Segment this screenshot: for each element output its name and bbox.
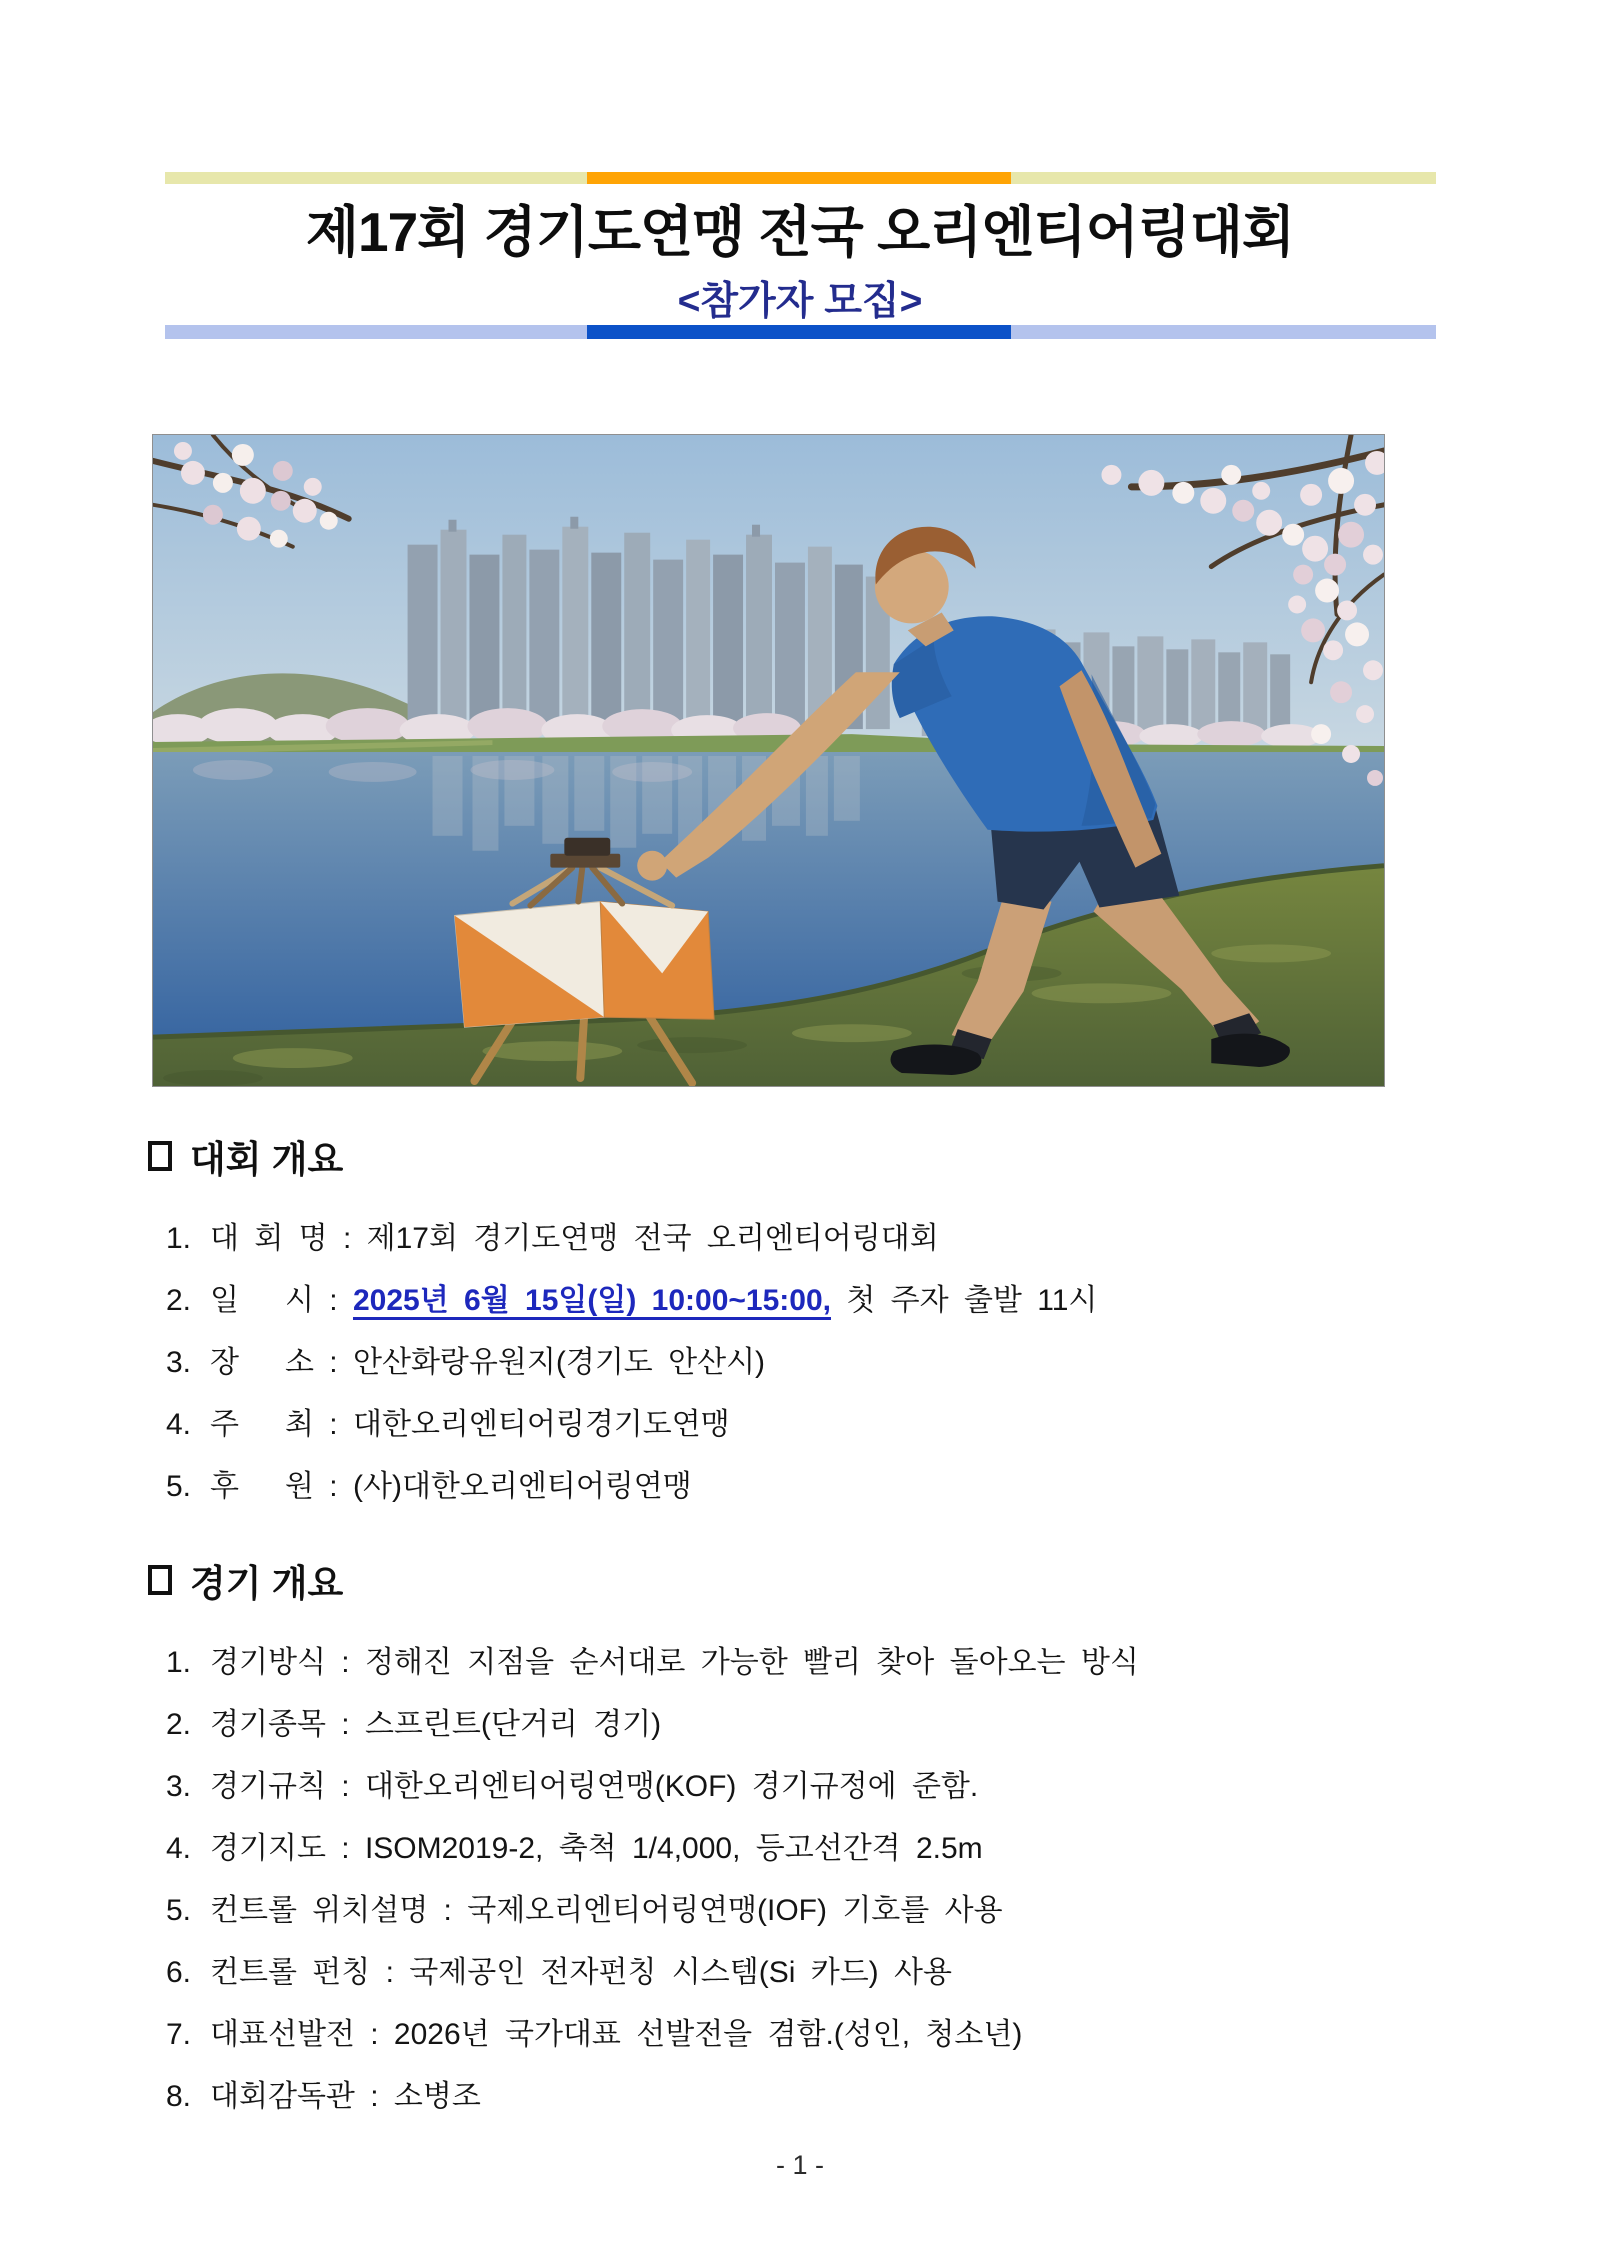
list-item: [0, 1880, 1600, 1942]
header-top-bar-accent: [587, 172, 1011, 184]
item-label: 경기방식: [210, 1646, 326, 1679]
hero-image: [152, 434, 1385, 1087]
section-heading: [0, 1132, 1600, 1180]
list-item: [0, 1270, 1600, 1332]
header-divider-bar-accent: [587, 325, 1011, 339]
list-item: [0, 2004, 1600, 2066]
item-colon: :: [325, 1832, 365, 1865]
list-item: [0, 2066, 1600, 2128]
item-number: 4.: [166, 1832, 192, 1865]
list-item: [0, 1456, 1600, 1518]
item-colon: :: [354, 2018, 394, 2051]
item-number: 1.: [166, 1222, 192, 1255]
list-item: [0, 1332, 1600, 1394]
item-number: 3.: [166, 1346, 192, 1379]
item-colon: :: [325, 1708, 365, 1741]
list-item: [0, 1394, 1600, 1456]
item-colon: :: [313, 1470, 353, 1503]
item-label: 컨트롤 펀칭: [210, 1956, 371, 1989]
item-number: 2.: [166, 1708, 192, 1741]
item-colon: :: [313, 1346, 353, 1379]
section-heading-label: 경기 개요: [190, 1563, 344, 1604]
section-heading: [0, 1556, 1600, 1604]
section-item-list: [0, 1632, 1600, 2128]
item-number: 8.: [166, 2080, 192, 2113]
list-item: [0, 1208, 1600, 1270]
item-number: 6.: [166, 1956, 192, 1989]
item-text: 국제공인 전자펀칭 시스템(Si 카드) 사용: [409, 1956, 952, 1989]
item-colon: :: [428, 1894, 468, 1927]
item-number: 2.: [166, 1284, 192, 1317]
item-colon: :: [313, 1284, 353, 1317]
item-label: 컨트롤 위치설명: [210, 1894, 429, 1927]
section-event-overview: [0, 1132, 1600, 1518]
page-number: - 1 -: [775, 2150, 824, 2180]
item-colon: :: [313, 1408, 353, 1441]
item-label: 후 원: [210, 1470, 314, 1503]
section-bullet-icon: [148, 1141, 172, 1171]
item-label: 일 시: [210, 1284, 314, 1317]
item-text: (사)대한오리엔티어링연맹: [352, 1470, 692, 1503]
item-number: 1.: [166, 1646, 192, 1679]
item-label: 경기지도: [210, 1832, 326, 1865]
section-bullet-icon: [148, 1565, 172, 1595]
list-item: [0, 1694, 1600, 1756]
item-text: 대한오리엔티어링경기도연맹: [352, 1408, 730, 1441]
item-number: 4.: [166, 1408, 192, 1441]
list-item: [0, 1818, 1600, 1880]
item-colon: :: [325, 1770, 365, 1803]
item-text: 2026년 국가대표 선발전을 겸함.(성인, 청소년): [393, 2018, 1023, 2051]
list-item: [0, 1632, 1600, 1694]
item-text: 제17회 경기도연맹 전국 오리엔티어링대회: [366, 1222, 939, 1255]
orienteering-painting: [153, 435, 1384, 1086]
item-text: 대한오리엔티어링연맹(KOF) 경기규정에 준함.: [364, 1770, 979, 1803]
item-number: 5.: [166, 1470, 192, 1503]
item-label: 대회감독관: [210, 2080, 355, 2113]
item-text: ISOM2019-2, 축척 1/4,000, 등고선간격 2.5m: [364, 1832, 983, 1865]
item-number: 3.: [166, 1770, 192, 1803]
page-title: 제17회 경기도연맹 전국 오리엔티어링대회: [305, 201, 1295, 263]
highlighted-date-text: 2025년 6월 15일(일) 10:00~15:00,: [352, 1284, 831, 1317]
item-number: 5.: [166, 1894, 192, 1927]
item-label: 주 최: [210, 1408, 314, 1441]
section-item-list: [0, 1208, 1600, 1518]
item-number: 7.: [166, 2018, 192, 2051]
item-text: 소병조: [393, 2080, 481, 2113]
item-text: 국제오리엔티어링연맹(IOF) 기호를 사용: [467, 1894, 1003, 1927]
header-top-bar: [165, 172, 1436, 184]
item-colon: :: [370, 1956, 410, 1989]
item-text: 첫 주자 출발 11시: [831, 1284, 1098, 1317]
item-label: 장 소: [210, 1346, 314, 1379]
list-item: [0, 1756, 1600, 1818]
header-divider-bar: [165, 325, 1436, 339]
page-subtitle: <참가자 모집>: [677, 280, 923, 323]
item-colon: :: [354, 2080, 394, 2113]
item-text: 스프린트(단거리 경기): [364, 1708, 662, 1741]
item-label: 경기규칙: [210, 1770, 326, 1803]
item-label: 경기종목: [210, 1708, 326, 1741]
section-heading-label: 대회 개요: [190, 1139, 344, 1180]
item-label: 대표선발전: [210, 2018, 355, 2051]
item-text: 정해진 지점을 순서대로 가능한 빨리 찾아 돌아오는 방식: [364, 1646, 1139, 1679]
item-text: 안산화랑유원지(경기도 안산시): [352, 1346, 766, 1379]
item-colon: :: [325, 1646, 365, 1679]
item-label: 대 회 명: [210, 1222, 328, 1255]
item-colon: :: [327, 1222, 367, 1255]
list-item: [0, 1942, 1600, 2004]
section-race-overview: [0, 1556, 1600, 2128]
